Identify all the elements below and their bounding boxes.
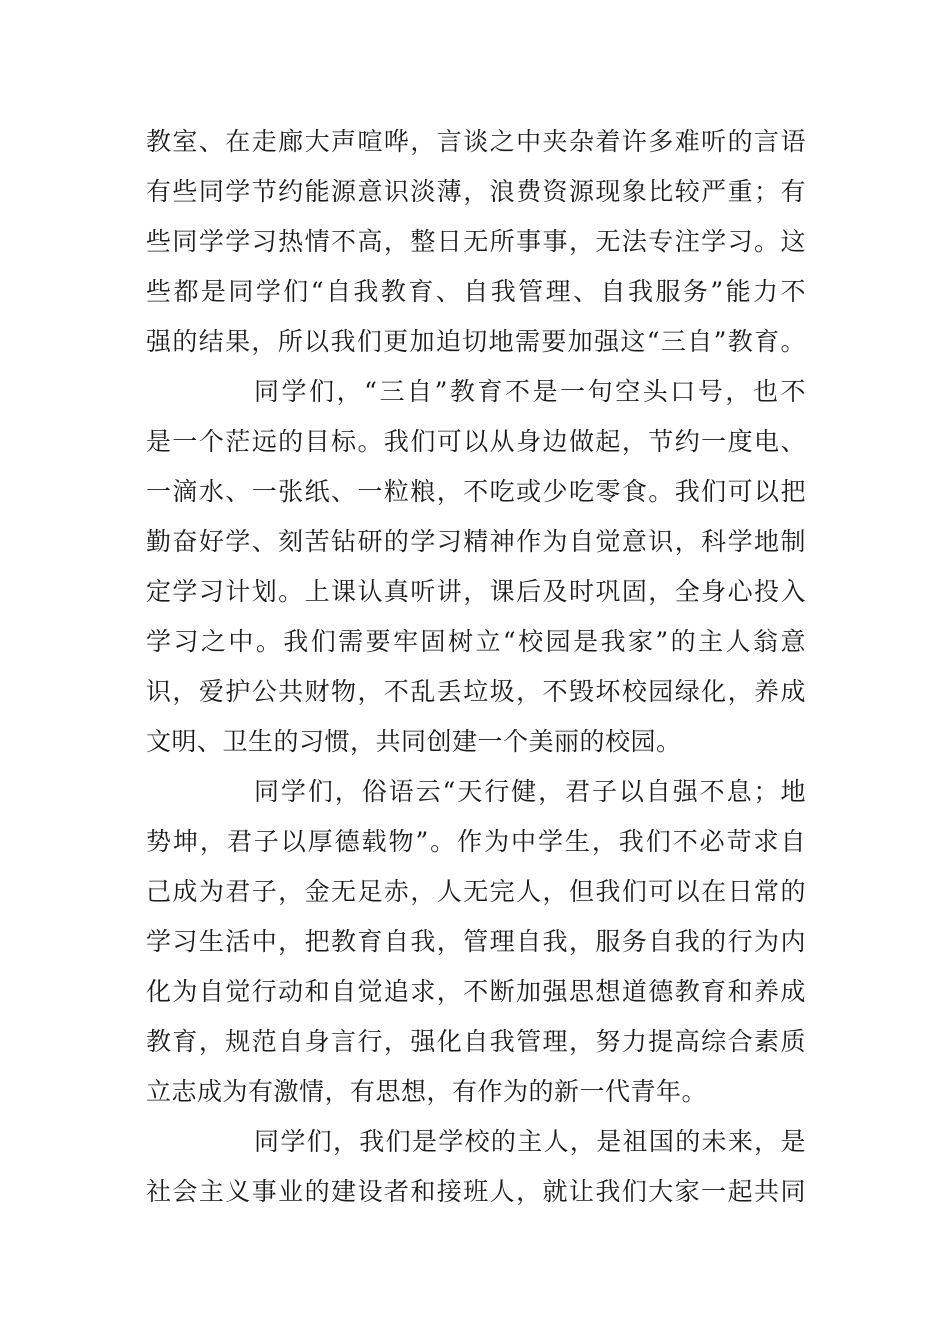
- text-line: 识，爱护公共财物，不乱丢垃圾，不毁坏校园绿化，养成: [146, 677, 806, 706]
- paragraph-start-line: 同学们，我们是学校的主人，是祖国的未来，是: [254, 1127, 806, 1156]
- text-line: 化为自觉行动和自觉追求，不断加强思想道德教育和养成: [146, 977, 806, 1006]
- text-line: 教育，规范自身言行，强化自我管理，努力提高综合素质: [146, 1027, 806, 1056]
- text-line: 己成为君子，金无足赤，人无完人，但我们可以在日常的: [146, 877, 806, 906]
- text-line: 学习生活中，把教育自我，管理自我，服务自我的行为内: [146, 927, 806, 956]
- text-line: 些都是同学们“自我教育、自我管理、自我服务”能力不: [146, 277, 806, 306]
- text-line: 教室、在走廊大声喧哗，言谈之中夹杂着许多难听的言语: [146, 127, 806, 156]
- text-line: 强的结果，所以我们更加迫切地需要加强这“三自”教育。: [146, 327, 806, 356]
- text-line: 社会主义事业的建设者和接班人，就让我们大家一起共同: [146, 1177, 806, 1206]
- paragraph-start-line: 同学们，俗语云“天行健，君子以自强不息；地: [254, 777, 806, 806]
- text-line: 有些同学节约能源意识淡薄，浪费资源现象比较严重；有: [146, 177, 806, 206]
- text-line: 定学习计划。上课认真听讲，课后及时巩固，全身心投入: [146, 577, 806, 606]
- paragraph-end-line: 立志成为有激情，有思想，有作为的新一代青年。: [146, 1077, 708, 1106]
- text-line: 是一个茫远的目标。我们可以从身边做起，节约一度电、: [146, 427, 806, 456]
- text-line: 些同学学习热情不高，整日无所事事，无法专注学习。这: [146, 227, 806, 256]
- text-line: 勤奋好学、刻苦钻研的学习精神作为自觉意识，科学地制: [146, 527, 806, 556]
- text-line: 学习之中。我们需要牢固树立“校园是我家”的主人翁意: [146, 627, 806, 656]
- text-line: 势坤，君子以厚德载物”。作为中学生，我们不必苛求自: [146, 827, 806, 856]
- paragraph-start-line: 同学们，“三自”教育不是一句空头口号，也不: [254, 377, 806, 406]
- paragraph-end-line: 文明、卫生的习惯，共同创建一个美丽的校园。: [146, 727, 682, 756]
- text-line: 一滴水、一张纸、一粒粮，不吃或少吃零食。我们可以把: [146, 477, 806, 506]
